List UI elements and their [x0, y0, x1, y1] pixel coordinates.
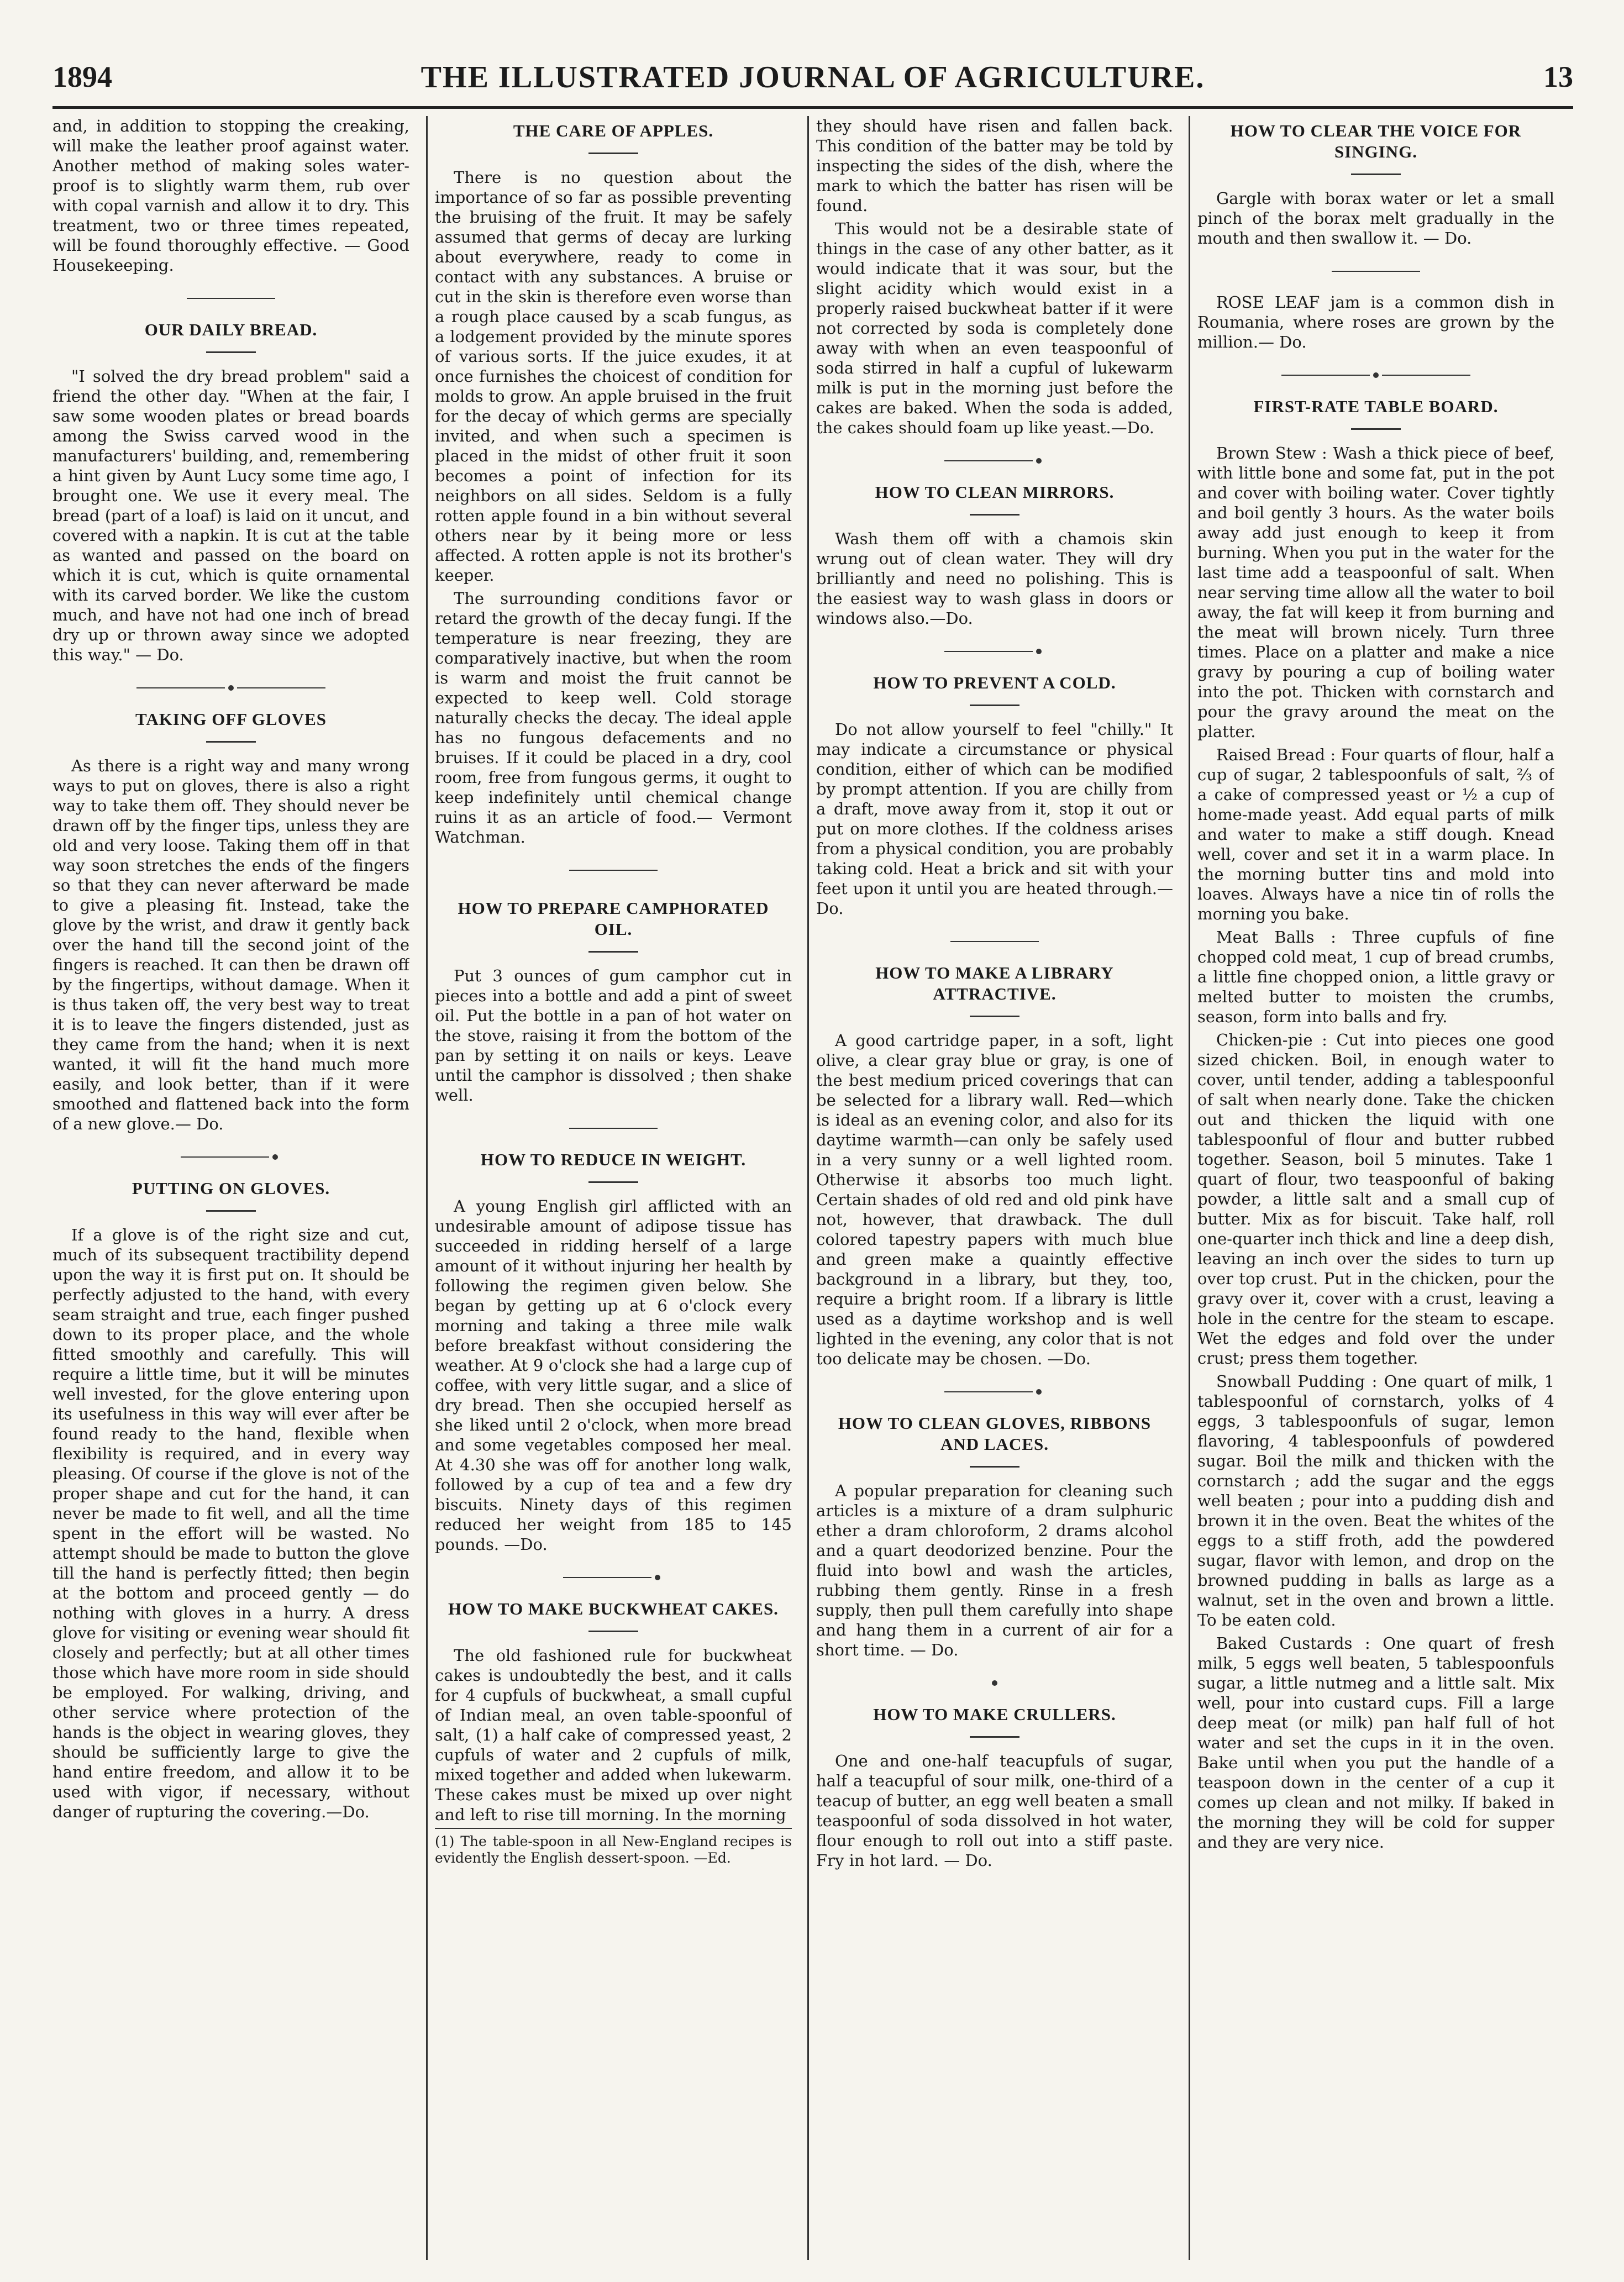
- separator-ornament: [1197, 262, 1554, 278]
- heading-care-of-apples: THE CARE OF APPLES.: [513, 121, 714, 140]
- column-divider: [807, 116, 809, 2260]
- recipe-meat-balls: Meat Balls : Three cupfuls of fine chopped cold meat, 1 cup of bread crumbs, a little fine chopped onion, a little gravy or melted butter to moisten the crumbs, season, form into balls and fry.: [1197, 928, 1554, 1026]
- separator-ornament: [435, 1119, 792, 1135]
- separator-ornament: [52, 290, 409, 305]
- heading-daily-bread: OUR DAILY BREAD.: [144, 320, 318, 339]
- heading-prevent-cold: HOW TO PREVENT A COLD.: [873, 673, 1116, 692]
- column-3: [816, 116, 1173, 2260]
- heading-clean-gloves: HOW TO CLEAN GLOVES, RIBBONS AND LACES.: [838, 1413, 1152, 1454]
- column-divider: [1189, 116, 1190, 2260]
- heading-taking-off-gloves: TAKING OFF GLOVES: [135, 709, 327, 729]
- heading-rule: [588, 153, 638, 154]
- article-clean-gloves: A popular preparation for cleaning such articles is a mixture of a dram sulphuric ether a dram chloroform, 2 drams alcohol and a quart deodorized benzine. Pour the fluid into bowl and wash the articles, rubbing them gently. Rinse in a fresh supply, then pull them carefully into shape and hang them in a current of air for a short time. — Do.: [816, 1481, 1173, 1659]
- article-clean-mirrors: Wash them off with a chamois skin wrung out of clean water. They will dry brilliantly and need no polishing. This is the easiest way to wash glass in doors or windows also.—Do.: [816, 529, 1173, 628]
- article-care-of-apples-2: The surrounding conditions favor or retard the growth of the decay fungi. If the temperature is near freezing, they are comparatively inactive, but when the room is warm and moist the fruit cannot be expected to keep well. Cold storage naturally checks the decay. The ideal apple has no fungous defacements and no bruises. If it could be placed in a dry, cool room, free from fungous germs, it ought to keep indefinitely until chemical change ruins it as an article of food.— Vermont Watchman.: [435, 589, 792, 846]
- article-camphorated-oil: Put 3 ounces of gum camphor cut in pieces into a bottle and add a pint of sweet oil. Put the bottle in a pan of hot water on the stove, raising it from the bottom of the pan by setting it on nails or keys. Leave until the camphor is dissolved ; then shake well.: [435, 966, 792, 1105]
- header-rule: [52, 106, 1573, 109]
- heading-putting-on-gloves: PUTTING ON GLOVES.: [132, 1179, 330, 1198]
- article-care-of-apples: There is no question about the importance of so far as possible preventing the bruising of the fruit. It may be safely assumed that germs of decay are lurking about everywhere, ready to come in contact with any substances. A bruise or cut in the skin is therefore even worse than a rough place caused by a scab fungus, as a lodgement provided by the minute spores of various sorts. If the juice exudes, it at once furnishes the choicest of condition for molds to grow. An apple bruised in the fruit for the decay of which germs are specially invited, and when such a specimen is placed in the midst of other fruit it soon becomes a point of infection for its neighbors on all sides. Seldom is a fully rotten apple found in a bin without several others near by it being more or less affected. A rotten apple is not its brother's keeper.: [435, 168, 792, 585]
- article-daily-bread: "I solved the dry bread problem" said a friend the other day. "When at the fair, I saw some wooden plates or bread boards among the Swiss carved wood in the manufacturers' building, and, remembering a hint given by Aunt Lucy some time ago, I brought one. We use it every meal. The bread (part of a loaf) is laid on it uncut, and covered with a napkin. It is cut at the table as wanted and passed on the board on which it is cut, which is quite ornamental with its carved border. We like the custom much, and have not had one inch of bread dry up or thrown away since we adopted this way." — Do.: [52, 367, 409, 664]
- recipe-snowball-pudding: Snowball Pudding : One quart of milk, 1 tablespoonful of cornstarch, yolks of 4 eggs, 3 tablespoonfuls of sugar, lemon flavoring, 4 tablespoonfuls of powdered sugar. Boil the milk and thicken with the cornstarch ; add the sugar and the eggs well beaten ; pour into a pudding dish and brown it in the oven. Beat the whites of the eggs to a stiff froth, add the powdered sugar, flavor with lemon, and drop on the browned pudding in balls as large as a walnut, set in the oven and brown a little. To be eaten cold.: [1197, 1372, 1554, 1629]
- heading-reduce-weight: HOW TO REDUCE IN WEIGHT.: [480, 1150, 747, 1169]
- article-library: A good cartridge paper, in a soft, light olive, a clear gray blue or gray, is one of the best medium priced coverings that can be selected for a library wall. Red—which is ideal as an evening color, and also for its daytime warmth—can only be safely used in a very sunny or a well lighted room. Otherwise it absorbs too much light. Certain shades of old red and old pink have not, however, that drawback. The dull colored tapestry papers with much blue and green make a quaintly effective background in a library, but they, too, require a bright room. If a library is little used as a daytime workshop and is well lighted in the evening, any color that is not too delicate may be chosen. —Do.: [816, 1031, 1173, 1368]
- heading-rule: [1351, 428, 1401, 430]
- heading-rule: [206, 351, 256, 353]
- heading-table-board: FIRST-RATE TABLE BOARD.: [1253, 397, 1499, 416]
- separator-ornament: [435, 1569, 792, 1584]
- article-rose-leaf-jam: ROSE LEAF jam is a common dish in Roumania, where roses are grown by the million.— Do.: [1197, 293, 1554, 351]
- heading-library: HOW TO MAKE A LIBRARY ATTRACTIVE.: [875, 963, 1114, 1003]
- heading-rule: [970, 1016, 1019, 1017]
- column-divider: [426, 116, 428, 2260]
- article-continuation: and, in addition to stopping the creaking, will make the leather proof against water. Another method of making soles water-proof is to slightly warm them, rub over with copal varnish and allow it to dry. This treatment, two or three times repeated, will be found thoroughly effective. — Good Housekeeping.: [52, 117, 409, 275]
- footnote: (1) The table-spoon in all New-England recipes is evidently the English dessert-spoon. —Ed.: [435, 1828, 792, 1866]
- separator-ornament: [816, 1383, 1173, 1398]
- heading-rule: [970, 704, 1019, 706]
- column-2: [435, 116, 792, 2260]
- recipe-chicken-pie: Chicken-pie : Cut into pieces one good sized chicken. Boil, in enough water to cover, until tender, adding a tablespoonful of salt when nearly done. Take the chicken out and thicken the liquid with one tablespoonful of flour and butter rubbed together. Season, boil 5 minutes. Take 1 quart of flour, two teaspoonful of baking powder, a little salt and a small cup of butter. Mix as for biscuit. Take half, roll one-quarter inch thick and line a deep dish, leaving an inch over the sides to turn up over top crust. Put in the chicken, pour the gravy over it, cover with a crust, leaving a hole in the centre for the steam to escape. Wet the edges and fold over the under crust; press them together.: [1197, 1030, 1554, 1368]
- heading-rule: [206, 741, 256, 743]
- heading-clear-voice: HOW TO CLEAR THE VOICE FOR SINGING.: [1230, 121, 1522, 161]
- separator-ornament: [816, 643, 1173, 658]
- article-clear-voice: Gargle with borax water or let a small pinch of the borax melt gradually in the mouth and then swallow it. — Do.: [1197, 189, 1554, 248]
- heading-rule: [970, 514, 1019, 516]
- separator-ornament: [816, 1674, 1173, 1690]
- article-buckwheat-continued: they should have risen and fallen back. This condition of the batter may be told by inspecting the sides of the dish, where the mark to which the batter has risen will be found.: [816, 117, 1173, 215]
- heading-rule: [970, 1736, 1019, 1738]
- recipe-raised-bread: Raised Bread : Four quarts of flour, half a cup of sugar, 2 tablespoonfuls of salt, ⅔ of a cake of compressed yeast or ½ a cup of home-made yeast. Add equal parts of milk and water to make a stiff dough. Knead well, cover and set it in a warm place. In the morning butter tins and mold into loaves. Always have a nice tin of rolls the morning you bake.: [1197, 745, 1554, 923]
- journal-title: THE ILLUSTRATED JOURNAL OF AGRICULTURE.: [421, 60, 1205, 94]
- heading-clean-mirrors: HOW TO CLEAN MIRRORS.: [875, 482, 1115, 502]
- recipe-brown-stew: Brown Stew : Wash a thick piece of beef, with little bone and some fat, put in the pot and cover with boiling water. Cover tightly and boil gently 3 hours. As the water boils away add just enough to keep it from burning. When you put in the water for the last time add a teaspoonful of salt. When near serving time allow all the water to boil away, the fat will keep it from burning and the meat will brown nicely. Turn three times. Place on a platter and make a nice gravy by pouring a cup of boiling water into the pot. Thicken with cornstarch and pour the gravy around the meat on the platter.: [1197, 444, 1554, 741]
- separator-ornament: [52, 1148, 409, 1164]
- heading-camphorated-oil: HOW TO PREPARE CAMPHORATED OIL.: [458, 898, 769, 939]
- issue-year: 1894: [52, 60, 112, 93]
- heading-rule: [1351, 173, 1401, 175]
- heading-rule: [588, 1631, 638, 1632]
- heading-buckwheat-cakes: HOW TO MAKE BUCKWHEAT CAKES.: [448, 1599, 779, 1618]
- heading-rule: [206, 1210, 256, 1212]
- separator-ornament: [435, 861, 792, 877]
- article-buckwheat-cakes: The old fashioned rule for buckwheat cakes is undoubtedly the best, and it calls for 4 cupfuls of buckwheat, a small cupful of Indian meal, an oven table-spoonful of salt, (1) a half cake of compressed yeast, 2 cupfuls of water and 2 cupfuls of milk, mixed together and added when lukewarm. These cakes must be mixed up over night and left to rise till morning. In the morning: [435, 1646, 792, 1824]
- separator-ornament: [52, 679, 409, 695]
- recipe-baked-custards: Baked Custards : One quart of fresh milk, 5 eggs well beaten, 5 tablespoonfuls sugar, a little nutmeg and a little salt. Mix well, pour into custard cups. Fill a large deep meat (or milk) pan half full of hot water and set the cups in it in the oven. Bake until when you put the handle of a teaspoon down in the center of a cup it comes up clean and not milky. If baked in the morning they will be cold for supper and they are very nice.: [1197, 1634, 1554, 1852]
- heading-rule: [970, 1466, 1019, 1468]
- article-crullers: One and one-half teacupfuls of sugar, half a teacupful of sour milk, one-third of a teacup of butter, an egg well beaten a small teaspoonful of soda dissolved in hot water, flour enough to roll out into a stiff paste. Fry in hot lard. — Do.: [816, 1752, 1173, 1870]
- article-putting-on-gloves: If a glove is of the right size and cut, much of its subsequent tractibility depend upon the way it is first put on. It should be perfectly adjusted to the hand, with every seam straight and true, each finger pushed down to its proper place, and the whole fitted smoothly and carefully. This will require a little time, but it will be minutes well invested, for the glove entering upon its usefulness in this way will ever after be found ready to the hand, flexible when flexibility is required, and in every way pleasing. Of course if the glove is not of the proper shape and cut for the hand, it can never be made to fit well, and all the time spent in the effort will be wasted. No attempt should be made to button the glove till the hand is perfectly fitted; then begin at the bottom and proceed gently — do nothing with gloves in a hurry. A dress glove for visiting or evening wear should fit closely and perfectly; but at all other times those which have more room in side should be employed. For walking, driving, and other service where protection of the hands is the object in wearing gloves, they should be sufficiently large to give the hand entire freedom, and allow it to be used with vigor, if necessary, without danger of rupturing the covering.—Do.: [52, 1226, 409, 1821]
- heading-crullers: HOW TO MAKE CRULLERS.: [873, 1705, 1116, 1724]
- column-1: [52, 116, 409, 2260]
- heading-rule: [588, 951, 638, 953]
- separator-ornament: [816, 452, 1173, 467]
- article-buckwheat-continued-2: This would not be a desirable state of things in the case of any other batter, as it would indicate that it was sour, but the slight acidity which would exist in a properly raised buckwheat batter if it were not corrected by soda is completely done away with when an even teaspoonful of soda stirred in half a cupful of lukewarm milk is put in the morning just before the cakes are baked. When the soda is added, the cakes should foam up like yeast.—Do.: [816, 219, 1173, 437]
- heading-rule: [588, 1181, 638, 1183]
- column-4: [1197, 116, 1554, 2260]
- article-taking-off-gloves: As there is a right way and many wrong ways to put on gloves, there is also a right way to take them off. They should never be drawn off by the finger tips, unless they are old and very loose. Taking them off in that way soon stretches the ends of the fingers so that they can never afterward be made to give a pleasing fit. Instead, take the glove by the wrist, and draw it gently back over the hand till the second joint of the fingers is reached. It can then be drawn off by the fingertips, without damage. When it is thus taken off, the very best way to treat it is to leave the fingers distended, just as they came from the hand; when it is next wanted, it will fit the hand much more easily, and look better, than if it were smoothed and flattened back into the form of a new glove.— Do.: [52, 756, 409, 1133]
- article-reduce-weight: A young English girl afflicted with an undesirable amount of adipose tissue has succeeded in ridding herself of a large amount of it without injuring her health by following the regimen given below. She began by getting up at 6 o'clock every morning and taking a three mile walk before breakfast without considering the weather. At 9 o'clock she had a large cup of coffee, with very little sugar, and a slice of dry bread. Then she occupied herself as she liked until 2 o'clock, when more bread and some vegetables composed her meal. At 4.30 she was off for another long walk, followed by a cup of tea and a few dry biscuits. Ninety days of this regimen reduced her weight from 185 to 145 pounds. —Do.: [435, 1197, 792, 1554]
- separator-ornament: [816, 933, 1173, 948]
- page-header: [52, 60, 1573, 104]
- page-number: 13: [1543, 60, 1573, 93]
- separator-ornament: [1197, 366, 1554, 382]
- article-prevent-cold: Do not allow yourself to feel "chilly." It may indicate a circumstance or physical condition, either of which can be modified by prompt attention. If you are chilly from a draft, move away from it, stop it out or put on more clothes. If the coldness arises from a physical condition, you are probably taking cold. Heat a brick and sit with your feet upon it until you are heated through.— Do.: [816, 720, 1173, 918]
